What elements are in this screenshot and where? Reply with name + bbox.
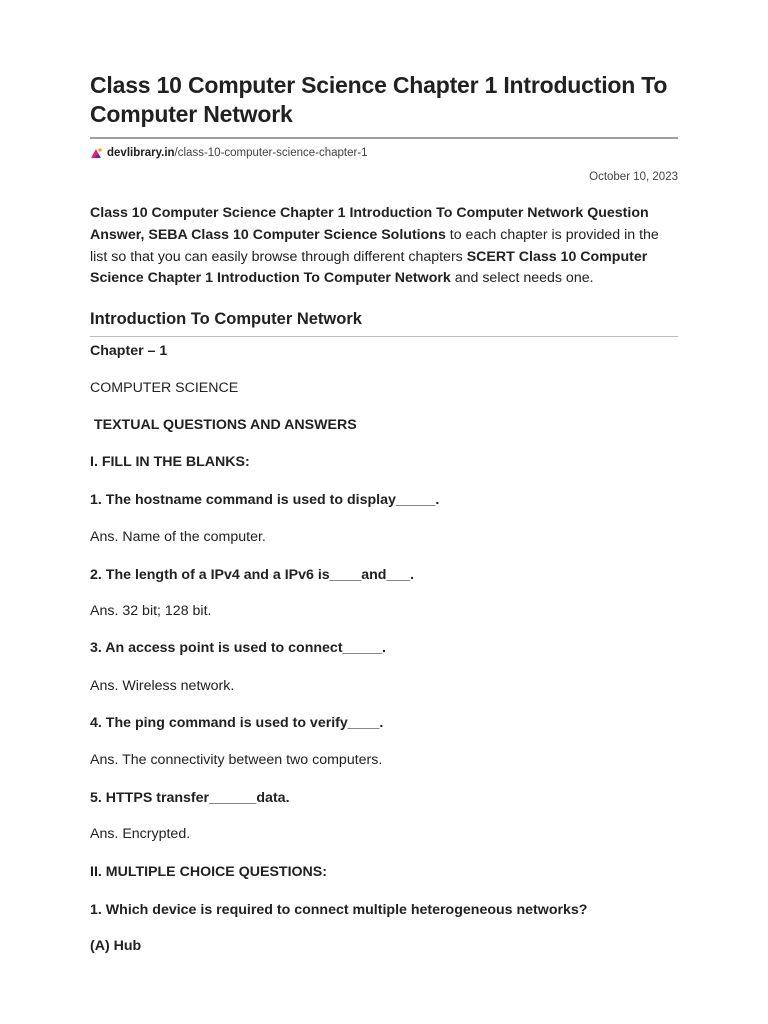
mcq-question-1: 1. Which device is required to connect multiple heterogeneous networks? bbox=[90, 902, 588, 918]
intro-bold-3: SCERT bbox=[466, 248, 515, 265]
answer-3: Ans. Wireless network. bbox=[90, 678, 235, 694]
answer-1: Ans. Name of the computer. bbox=[90, 529, 266, 545]
intro-bold-2: Introduction To Computer Network Question Answer, SEBA Class 10 Computer Science Solutions bbox=[90, 205, 649, 243]
source-domain[interactable]: devlibrary.in bbox=[107, 147, 175, 159]
question-2: 2. The length of a IPv4 and a IPv6 is____and___. bbox=[90, 567, 415, 583]
section-divider bbox=[90, 336, 678, 337]
source-path[interactable]: /class-10-computer-science-chapter-1 bbox=[174, 147, 368, 159]
intro-text-1: to each chapter is provided in the list so that you can easily browse through different chapters bbox=[90, 226, 659, 265]
mcq-heading: II. MULTIPLE CHOICE QUESTIONS: bbox=[90, 864, 327, 880]
publish-date: October 10, 2023 bbox=[589, 171, 678, 183]
answer-5: Ans. Encrypted. bbox=[90, 826, 191, 842]
question-4: 4. The ping command is used to verify____. bbox=[90, 715, 384, 731]
devlibrary-logo-icon bbox=[90, 147, 103, 160]
intro-bold-1: Class 10 Computer Science Chapter 1 bbox=[90, 205, 346, 221]
section-heading: Introduction To Computer Network bbox=[90, 310, 362, 329]
title-divider bbox=[90, 137, 678, 139]
article-title: Class 10 Computer Science Chapter 1 Introduction To Computer Network bbox=[90, 72, 668, 127]
article bbox=[90, 0, 678, 337]
question-5: 5. HTTPS transfer______data. bbox=[90, 790, 290, 806]
intro-text-2: and select needs one. bbox=[450, 270, 594, 287]
answer-4: Ans. The connectivity between two computers. bbox=[90, 752, 383, 768]
qa-heading: TEXTUAL QUESTIONS AND ANSWERS bbox=[90, 417, 357, 433]
subject-label: COMPUTER SCIENCE bbox=[90, 380, 239, 396]
question-1: 1. The hostname command is used to display_____. bbox=[90, 492, 440, 508]
mcq-option-a: (A) Hub bbox=[90, 938, 142, 954]
fill-blanks-heading: I. FILL IN THE BLANKS: bbox=[90, 454, 250, 470]
answer-2: Ans. 32 bit; 128 bit. bbox=[90, 603, 212, 619]
question-3: 3. An access point is used to connect_____. bbox=[90, 640, 386, 656]
chapter-label: Chapter – 1 bbox=[90, 343, 168, 359]
source-line[interactable] bbox=[90, 145, 678, 161]
intro-paragraph bbox=[90, 203, 678, 290]
intro-bold-4: Class 10 Computer Science Chapter 1 Introduction To Computer Network bbox=[90, 248, 648, 287]
